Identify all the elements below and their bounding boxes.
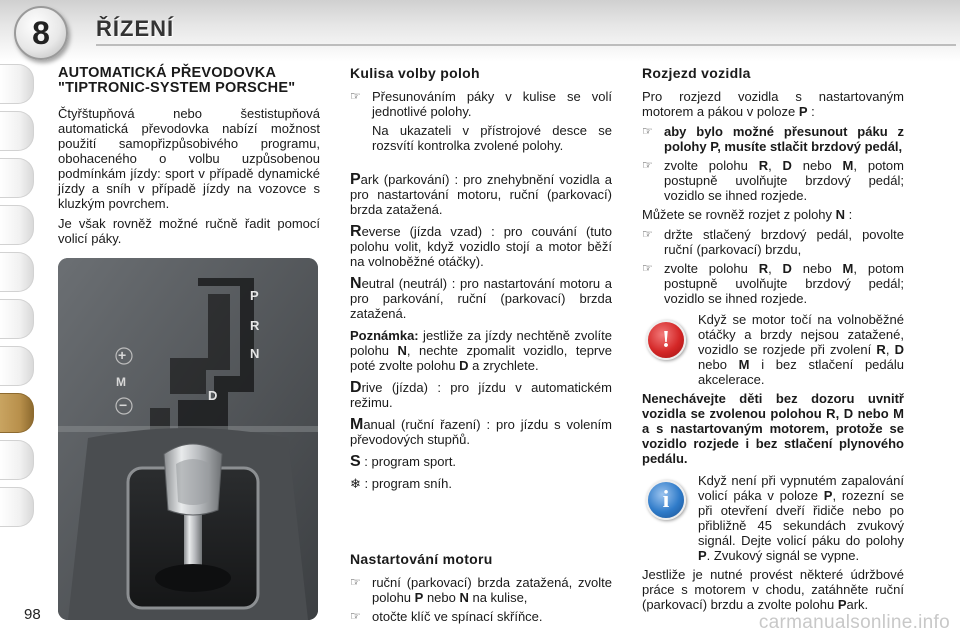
info-text: Když není při vypnutém zapalování volicí páka v poloze P, rozezní se při otevření dveří řidiče nebo po přibližně 45 sekundách zvukový signál. Dejte volicí páku do polohy P. Zvukový signál se vypne. <box>698 473 904 563</box>
gate-letter-n: N <box>250 346 260 361</box>
gate-move-text: Přesunováním páky v kulise se volí jednotlivé polohy. <box>372 89 612 119</box>
pointing-hand-icon: ☞ <box>642 227 653 241</box>
chapter-tab[interactable] <box>0 440 34 480</box>
pointing-hand-icon: ☞ <box>642 261 653 275</box>
intro-paragraph: Čtyřštupňová nebo šestistupňová automatická převodovka nabízí možnost použití samopřizpůsobivého programu, obohaceného o volbu uzpůsobenou podmínkám jízdy: sport v případě dynamické jízdy a sníh v případě jízdy na vozovce s kluzkým povrchem. <box>58 106 320 211</box>
warning-text: Když se motor točí na volnoběžné otáčky a brzdy nejsou zatažené, vozidlo se rozjede při zvolení R, D nebo M i bez stlačení pedálu akcelerace. <box>698 312 905 387</box>
gate-letter-r: R <box>250 318 260 333</box>
chapter-tab[interactable] <box>0 158 34 198</box>
warning-icon: ! <box>646 320 686 360</box>
chapter-tab[interactable] <box>0 252 34 292</box>
maintenance-text: Jestliže je nutné provést některé údržbové práce s motorem v chodu, zatáhněte ruční (parkovací) brzdu a zvolte polohu Park. <box>642 567 904 612</box>
list-item <box>642 124 904 154</box>
heading-moving-off: Rozjezd vozidla <box>642 65 751 81</box>
list-item <box>642 261 904 306</box>
pointing-hand-icon: ☞ <box>350 609 361 623</box>
warning-note <box>642 312 904 470</box>
gear-reverse-item: Reverse (jízda vzad) : pro couvání (tuto polohu volit, když vozidlo stojí a motor běží na volnoběžné otáčky). <box>350 223 612 269</box>
pointing-hand-icon: ☞ <box>642 124 653 138</box>
program-sport-item: S : program sport. <box>350 453 457 470</box>
chapter-tab[interactable] <box>0 299 34 339</box>
gear-selector-photo <box>58 258 318 620</box>
gate-indicator-text: Na ukazateli v přístrojové desce se rozsvítí kontrolka zvolené polohy. <box>372 123 612 153</box>
chapter-tab-active[interactable] <box>0 393 34 433</box>
manual-plus-mark: + <box>118 347 127 363</box>
list-item <box>350 609 612 624</box>
chapter-tabs <box>0 64 36 584</box>
column-moving-off <box>642 66 904 310</box>
page-number: 98 <box>24 606 41 623</box>
manual-shift-paragraph: Je však rovněž možné ručně řadit pomocí volicí páky. <box>58 216 320 246</box>
gear-neutral-item: Neutral (neutrál) : pro nastartování motoru a pro parkování, ruční (parkovací) brzda zatažená. <box>350 275 612 321</box>
chapter-tab[interactable] <box>0 111 34 151</box>
section-title: ŘÍZENÍ <box>96 16 175 41</box>
gate-letter-p: P <box>250 288 259 303</box>
chapter-tab[interactable] <box>0 487 34 527</box>
watermark: carmanualsonline.info <box>758 612 950 633</box>
child-warning-text: Nenechávejte děti bez dozoru uvnitř vozidla se zvolenou polohou R, D nebo M a s nastartovaným motorem, protože se vozidlo rozjede i bez stlačení plynového pedálu. <box>642 391 904 466</box>
snowflake-icon: ❄ <box>350 476 361 491</box>
manual-letter-m: M <box>116 375 126 389</box>
moving-off-intro: Pro rozjezd vozidla s nastartovaným motorem a pákou v poloze P : <box>642 89 904 119</box>
start-step-2: otočte klíč ve spínací skříňce. <box>372 609 543 624</box>
header-divider <box>96 44 956 46</box>
heading-automatic-transmission: AUTOMATICKÁ PŘEVODOVKA "TIPTRONIC-SYSTEM PORSCHE" <box>58 65 296 96</box>
manual-minus-mark: − <box>119 397 128 413</box>
chapter-tab[interactable] <box>0 346 34 386</box>
hold-brake-step: držte stlačený brzdový pedál, povolte ruční (parkovací) brzdu, <box>664 227 904 257</box>
column-gear-gate <box>350 66 612 628</box>
neutral-start-intro: Můžete se rovněž rozjet z polohy N : <box>642 207 853 222</box>
select-gear-step-2: zvolte polohu R, D nebo M, potom postupně uvolňujte brzdový pedál; vozidlo se ihned rozjede. <box>664 261 904 306</box>
info-note <box>642 473 904 616</box>
chapter-tab[interactable] <box>0 205 34 245</box>
pointing-hand-icon: ☞ <box>642 158 653 172</box>
list-item <box>642 227 904 257</box>
start-step-1: ruční (parkovací) brzda zatažená, zvolte polohu P nebo N na kulise, <box>372 575 612 605</box>
list-item <box>642 158 904 203</box>
neutral-note: Poznámka: jestliže za jízdy nechtěně zvolíte polohu N, nechte zpomalit vozidlo, teprve poté zvolte polohu D a zrychlete. <box>350 328 612 373</box>
gate-letter-d: D <box>208 388 218 403</box>
heading-gear-gate: Kulisa volby poloh <box>350 65 480 81</box>
list-item <box>350 89 612 119</box>
pointing-hand-icon: ☞ <box>350 89 361 103</box>
gear-park-item: Park (parkování) : pro znehybnění vozidla a pro nastartování motoru, ruční (parkovací) brzda zatažená. <box>350 171 612 217</box>
program-snow-item: ❄ : program sníh. <box>350 476 452 491</box>
gear-manual-item: Manual (ruční řazení) : pro jízdu s volením převodových stupňů. <box>350 416 612 447</box>
chapter-tab[interactable] <box>0 64 34 104</box>
pointing-hand-icon: ☞ <box>350 575 361 589</box>
brake-requirement-text: aby bylo možné přesunout páku z polohy P, musíte stlačit brzdový pedál, <box>664 124 904 154</box>
gear-selector-illustration <box>58 258 318 620</box>
select-gear-step: zvolte polohu R, D nebo M, potom postupně uvolňujte brzdový pedál; vozidlo se ihned rozjede. <box>664 158 904 203</box>
chapter-number-badge: 8 <box>14 6 68 60</box>
list-item <box>350 575 612 605</box>
column-automatic-transmission <box>58 66 320 251</box>
heading-engine-start: Nastartování motoru <box>350 551 493 567</box>
gear-drive-item: Drive (jízda) : pro jízdu v automatickém režimu. <box>350 379 612 410</box>
info-icon: i <box>646 480 686 520</box>
